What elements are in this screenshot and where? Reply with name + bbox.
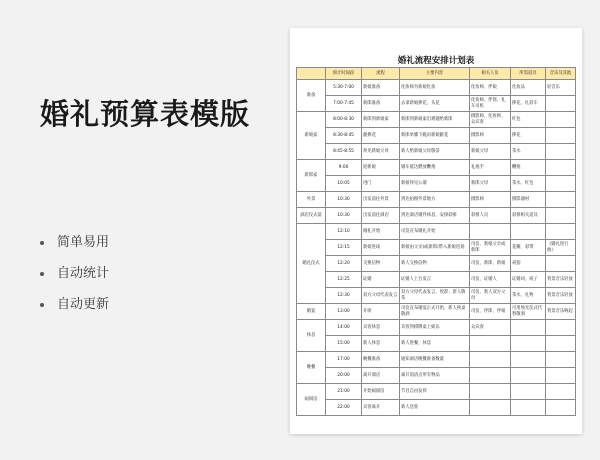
table-cell: 宾客到棋牌桌上娱乐	[400, 320, 470, 336]
table-cell: 茶水、礼物	[511, 288, 546, 304]
table-row	[297, 80, 576, 96]
table-cell: 双方父母代表发言、致辞、新人敬茶	[400, 288, 470, 304]
table-row	[297, 288, 576, 304]
table-cell: 去拿新娘捧花、头花	[400, 96, 470, 112]
table-cell: 彩排相关道具	[511, 208, 546, 224]
table-body	[297, 80, 576, 416]
table-cell: 10:30	[326, 208, 362, 224]
table-cell: 12:25	[326, 272, 362, 288]
table-cell: 背景音乐轻放	[546, 288, 576, 304]
table-cell: 9:00	[326, 160, 362, 176]
table-row	[297, 400, 576, 416]
table-row	[297, 144, 576, 160]
table-cell: 12:20	[326, 256, 362, 272]
table-cell: 到达拍摄外景地方	[400, 192, 470, 208]
table-cell	[470, 224, 511, 240]
table-cell: 10:30	[326, 192, 362, 208]
table-cell: 12:15	[326, 240, 362, 256]
table-cell: 新娘准备	[362, 80, 400, 96]
table-row	[297, 160, 576, 176]
column-header: 主要内容	[400, 68, 470, 80]
table-cell: 戒指	[511, 256, 546, 272]
headline: 婚礼预算表模版	[40, 97, 251, 131]
table-cell: 化妆师、伴娘	[470, 80, 511, 96]
table-row	[297, 112, 576, 128]
table-cell	[546, 256, 576, 272]
table-cell	[470, 384, 511, 400]
bullet-icon	[40, 241, 44, 245]
table-cell: 新郎单膝下跪向新娘献花	[400, 128, 470, 144]
table-cell: 7:00-7:45	[326, 96, 362, 112]
table-cell: 宾客休息	[362, 320, 400, 336]
table-cell: 15:00	[326, 336, 362, 352]
table-cell: 司仪、新娘父亲或新郎	[470, 240, 511, 256]
table-row	[297, 176, 576, 192]
table-cell	[546, 352, 576, 368]
table-cell: 花瓣、彩带	[511, 240, 546, 256]
table-cell: 8:00-8:30	[326, 112, 362, 128]
table-cell: 节目自由发挥	[400, 384, 470, 400]
table-cell: 迎新娘	[362, 160, 400, 176]
phase-cell: 婚宴	[297, 304, 326, 320]
table-cell	[470, 400, 511, 416]
phase-cell: 闹洞房	[297, 384, 326, 416]
table-cell: 证婚词、戒子	[511, 272, 546, 288]
table-cell	[546, 224, 576, 240]
table-cell: 开席	[362, 304, 400, 320]
table-cell: 新娘拜见公婆	[400, 176, 470, 192]
table-cell: 20:00	[326, 368, 362, 384]
table-cell: 通知酒店晚餐准备数量	[400, 352, 470, 368]
table-header-row	[297, 68, 576, 80]
table-row	[297, 128, 576, 144]
table-cell: 新人交换信物	[400, 256, 470, 272]
table-cell: 《婚礼进行曲》	[546, 240, 576, 256]
table-cell: 新人送客	[400, 400, 470, 416]
table-cell	[546, 192, 576, 208]
column-header: 所需道具	[511, 68, 546, 80]
table-cell: 新郎准备	[362, 96, 400, 112]
table-cell: 捧花	[511, 128, 546, 144]
table-cell: 出发前往酒店	[362, 208, 400, 224]
phase-cell: 晚餐	[297, 352, 326, 384]
table-cell	[511, 320, 546, 336]
table-cell: 捧花、扎彩车	[511, 96, 546, 112]
table-cell: 背景音乐响起	[546, 304, 576, 320]
phase-cell: 外景	[297, 192, 326, 208]
table-cell	[546, 176, 576, 192]
table-cell: 新人给新娘父母敬茶	[400, 144, 470, 160]
phase-cell: 新娘家	[297, 112, 326, 160]
table-row	[297, 352, 576, 368]
table-row	[297, 320, 576, 336]
table-cell: 8:45-8:55	[326, 144, 362, 160]
table-row	[297, 336, 576, 352]
table-cell: 出发前往外景	[362, 192, 400, 208]
table-cell	[546, 112, 576, 128]
column-header-blank	[297, 68, 326, 80]
table-cell: 可用烛光仪式代替敬酒	[511, 304, 546, 320]
table-cell: 晚餐准备	[362, 352, 400, 368]
table-row	[297, 192, 576, 208]
table-cell: 离开前清点所有物品	[400, 368, 470, 384]
table-cell: 司仪宣布婚礼开始	[400, 224, 470, 240]
table-cell: 新娘父母	[470, 144, 511, 160]
table-cell: 婚礼开始	[362, 224, 400, 240]
table-cell: 司仪、证婚人	[470, 272, 511, 288]
feature-item: 自动统计	[40, 263, 109, 294]
table-cell: 众宾客	[470, 320, 511, 336]
table-cell: 8:30-8:45	[326, 128, 362, 144]
table-row	[297, 224, 576, 240]
table-row	[297, 96, 576, 112]
feature-list	[40, 232, 109, 325]
table-cell	[546, 128, 576, 144]
table-cell: 茶水	[511, 144, 546, 160]
phase-cell: 休息	[297, 320, 326, 352]
table-cell	[546, 320, 576, 336]
table-cell: 17:00	[326, 352, 362, 368]
table-cell: 到达酒店婚件休息，安排彩排	[400, 208, 470, 224]
table-cell: 婚车抵达燃放鞭炮	[400, 160, 470, 176]
schedule-table	[296, 67, 576, 416]
table-cell: 进门	[362, 176, 400, 192]
table-cell: 红包	[511, 112, 546, 128]
table-cell: 轻音乐	[546, 80, 576, 96]
table-cell: 新娘进场	[362, 240, 400, 256]
table-cell	[546, 144, 576, 160]
table-cell: 开始闹洞房	[362, 384, 400, 400]
table-cell	[511, 224, 546, 240]
table-cell: 交换信物	[362, 256, 400, 272]
spreadsheet-preview	[290, 28, 582, 434]
table-cell: 新娘由父亲(或新郎)带入新娘进场	[400, 240, 470, 256]
table-cell: 司仪、伴郎、伴娘	[470, 304, 511, 320]
table-cell: 摄影师	[470, 192, 511, 208]
table-cell	[546, 208, 576, 224]
column-header: 音乐及其他	[546, 68, 576, 80]
table-row	[297, 384, 576, 400]
table-cell: 茶水、红包	[511, 176, 546, 192]
table-cell: 司仪、新郎、新娘	[470, 256, 511, 272]
table-cell	[546, 96, 576, 112]
table-cell: 新人休息	[362, 336, 400, 352]
table-cell: 背景音乐轻放	[546, 272, 576, 288]
table-cell: 新郎到新娘家	[362, 112, 400, 128]
table-cell: 司仪、新人双方父母	[470, 288, 511, 304]
table-cell	[511, 400, 546, 416]
table-cell: 22:00	[326, 400, 362, 416]
table-cell: 新郎父母	[470, 176, 511, 192]
table-cell: 礼炮手	[470, 160, 511, 176]
table-cell: 司仪宣布婚宴正式开始，新人挨桌敬酒	[400, 304, 470, 320]
table-cell: 拜见新娘父母	[362, 144, 400, 160]
table-cell: 鞭炮	[511, 160, 546, 176]
column-header: 预计时间段	[326, 68, 362, 80]
table-cell	[470, 336, 511, 352]
table-cell: 14:00	[326, 320, 362, 336]
phase-cell: 婚礼仪式	[297, 224, 326, 304]
table-cell	[511, 352, 546, 368]
table-cell: 离开酒店	[362, 368, 400, 384]
table-cell: 5:30-7:00	[326, 80, 362, 96]
table-cell: 新人进餐、休息	[400, 336, 470, 352]
phase-cell: 酒店仪式前	[297, 208, 326, 224]
table-row	[297, 256, 576, 272]
table-row	[297, 240, 576, 256]
phase-cell: 准备	[297, 80, 326, 112]
table-cell: 彩排人员	[470, 208, 511, 224]
table-cell: 摄影师	[470, 128, 511, 144]
table-cell	[511, 384, 546, 400]
table-cell: 12:10	[326, 224, 362, 240]
table-cell: 13:00	[326, 304, 362, 320]
table-cell: 新郎到新娘家出难题给新郎	[400, 112, 470, 128]
column-header: 流程	[362, 68, 400, 80]
bullet-icon	[40, 303, 44, 307]
table-row	[297, 368, 576, 384]
bullet-icon	[40, 272, 44, 276]
table-row	[297, 304, 576, 320]
phase-cell: 新郎家	[297, 160, 326, 192]
table-cell: 化妆师、伴郎、礼车司机	[470, 96, 511, 112]
table-cell	[511, 368, 546, 384]
table-cell: 摄影器材	[511, 192, 546, 208]
table-cell: 10:05	[326, 176, 362, 192]
table-cell: 献捧花	[362, 128, 400, 144]
table-cell	[546, 368, 576, 384]
table-cell	[546, 336, 576, 352]
table-cell: 化妆品	[511, 80, 546, 96]
table-row	[297, 272, 576, 288]
table-cell	[470, 368, 511, 384]
table-cell	[546, 400, 576, 416]
table-cell: 化妆师为新娘化妆	[400, 80, 470, 96]
table-cell: 12:30	[326, 288, 362, 304]
table-cell	[546, 384, 576, 400]
table-cell: 证婚人上台发言	[400, 272, 470, 288]
table-cell	[470, 352, 511, 368]
table-cell: 证婚	[362, 272, 400, 288]
table-cell: 双方父母代表发言	[362, 288, 400, 304]
table-cell	[546, 160, 576, 176]
feature-item: 自动更新	[40, 294, 109, 325]
sheet-title: 婚礼流程安排计划表	[397, 56, 475, 66]
table-cell	[511, 336, 546, 352]
table-cell: 宾客离开	[362, 400, 400, 416]
column-header: 相关人员	[470, 68, 511, 80]
table-cell: 21:00	[326, 384, 362, 400]
feature-item: 简单易用	[40, 232, 109, 263]
table-row	[297, 208, 576, 224]
table-cell: 摄影师、化妆师、众宾客	[470, 112, 511, 128]
